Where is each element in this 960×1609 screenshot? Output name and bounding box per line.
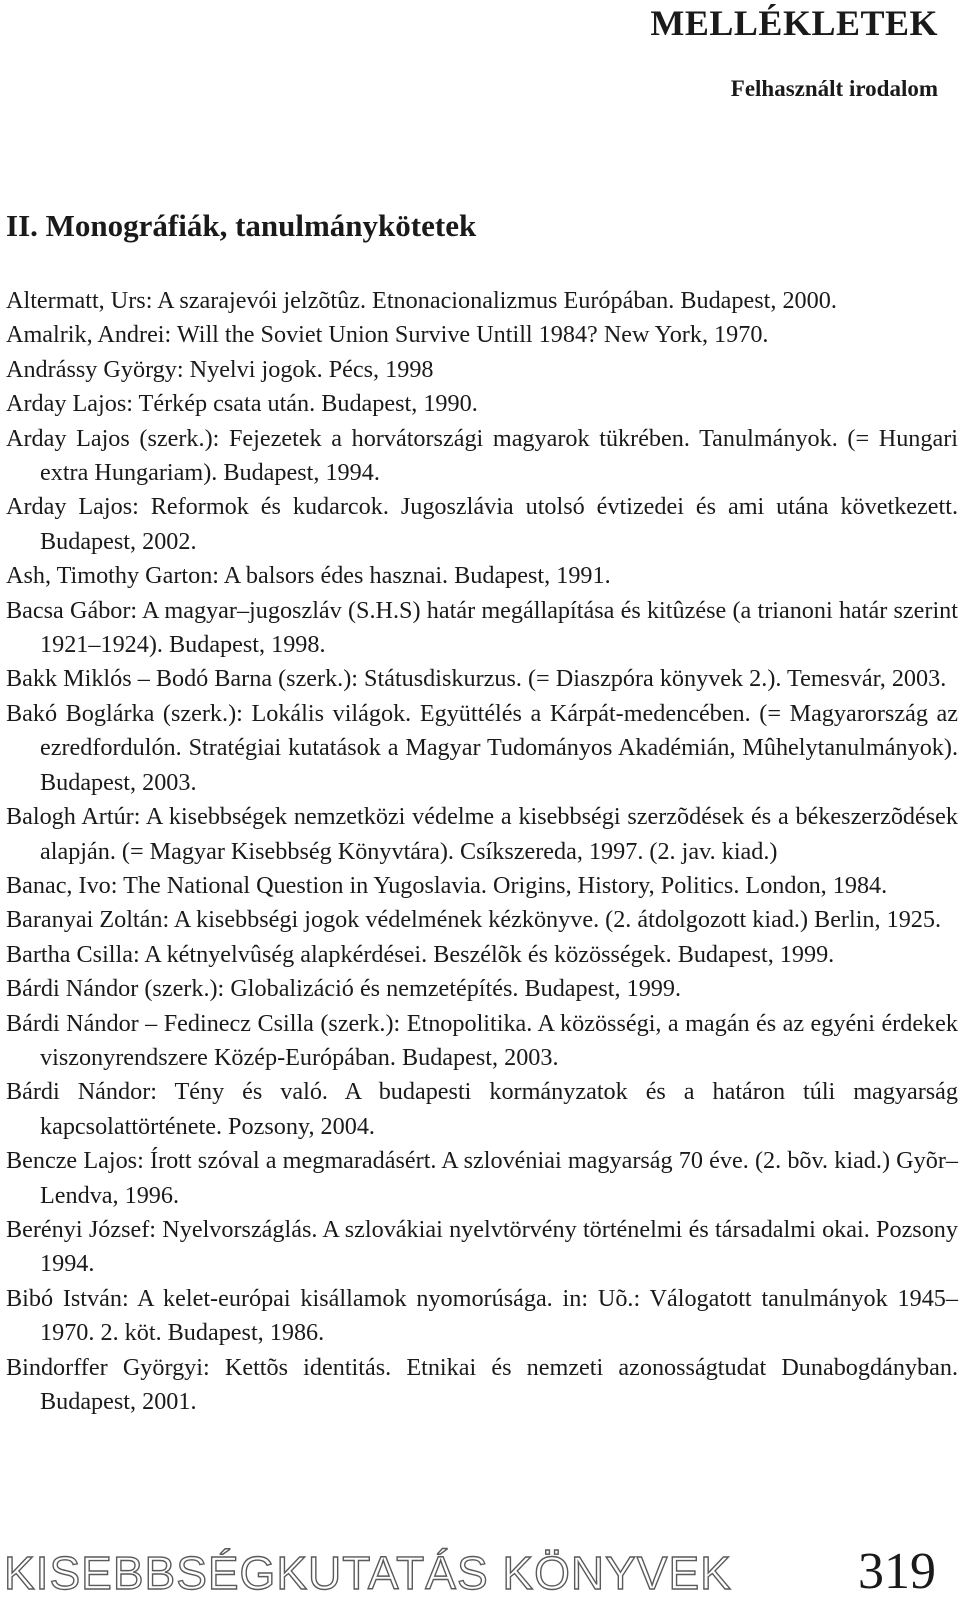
bibliography-entry: Ash, Timothy Garton: A balsors édes hasznai. Budapest, 1991.: [6, 562, 611, 590]
bibliography-entry: Bárdi Nándor: Tény és való. A budapesti kormányzatok és a határon túli magyarság kapcsolattörténete. Pozsony, 2004.: [6, 1078, 958, 1140]
page-number: 319: [858, 1543, 936, 1600]
bibliography-entry: Bartha Csilla: A kétnyelvûség alapkérdései. Beszélõk és közösségek. Budapest, 1999.: [6, 940, 835, 968]
running-subtitle: Felhasznált irodalom: [730, 76, 938, 101]
bibliography-entry: Bárdi Nándor (szerk.): Globalizáció és nemzetépítés. Budapest, 1999.: [6, 975, 682, 1003]
bibliography-entry: Baranyai Zoltán: A kisebbségi jogok védelmének kézkönyve. (2. átdolgozott kiad.) Berlin, 1925.: [6, 906, 942, 934]
section-heading: II. Monográfiák, tanulmánykötetek: [6, 208, 477, 243]
bibliography-entry: Banac, Ivo: The National Question in Yugoslavia. Origins, History, Politics. London, 1984.: [6, 871, 888, 899]
bibliography-entry: Arday Lajos: Reformok és kudarcok. Jugoszlávia utolsó évtizedei és ami utána következett. Budapest, 2002.: [6, 493, 958, 555]
bibliography-entry: Altermatt, Urs: A szarajevói jelzõtûz. Etnonacionalizmus Európában. Budapest, 2000.: [6, 287, 837, 314]
bibliography-entry: Bibó István: A kelet-európai kisállamok nyomorúsága. in: Uõ.: Válogatott tanulmányok 1945–1970. 2. köt. Budapest, 1986.: [6, 1284, 958, 1347]
bibliography-list: [6, 284, 958, 1419]
bibliography-entry: Berényi József: Nyelvországlás. A szlovákiai nyelvtörvény történelmi és társadalmi okai. Pozsony 1994.: [6, 1215, 958, 1278]
bibliography-entry: Bakó Boglárka (szerk.): Lokális világok. Együttélés a Kárpát-medencében. (= Magyarország az ezredfordulón. Stratégiai kutatások a Magyar Tudományos Akadémián, Mûhelytanulmányok). Budapest, 2003.: [6, 699, 958, 796]
bibliography-entry: Bakk Miklós – Bodó Barna (szerk.): Státusdiskurzus. (= Diaszpóra könyvek 2.). Temesvár, 2003.: [6, 665, 947, 693]
bibliography-entry: Arday Lajos: Térkép csata után. Budapest, 1990.: [6, 390, 478, 418]
bibliography-entry: Amalrik, Andrei: Will the Soviet Union Survive Untill 1984? New York, 1970.: [6, 321, 769, 349]
series-title: KISEBBSÉGKUTATÁS KÖNYVEK: [4, 1547, 732, 1599]
bibliography-entry: Bindorffer Györgyi: Kettõs identitás. Etnikai és nemzeti azonosságtudat Dunabogdányban. Budapest, 2001.: [6, 1353, 958, 1415]
bibliography-entry: Arday Lajos (szerk.): Fejezetek a horvátországi magyarok tükrében. Tanulmányok. (= Hungari extra Hungariam). Budapest, 1994.: [6, 424, 958, 487]
running-title: MELLÉKLETEK: [650, 3, 938, 43]
bibliography-entry: Bárdi Nándor – Fedinecz Csilla (szerk.): Etnopolitika. A közösségi, a magán és az egyéni érdekek viszonyrendszere Közép-Európában. Budapest, 2003.: [6, 1009, 958, 1071]
bibliography-entry: Bencze Lajos: Írott szóval a megmaradásért. A szlovéniai magyarság 70 éve. (2. bõv. kiad.) Gyõr–Lendva, 1996.: [6, 1147, 958, 1209]
bibliography-entry: Andrássy György: Nyelvi jogok. Pécs, 1998: [6, 355, 434, 383]
bibliography-entry: Bacsa Gábor: A magyar–jugoszláv (S.H.S) határ megállapítása és kitûzése (a trianoni határ szerint 1921–1924). Budapest, 1998.: [6, 596, 958, 659]
bibliography-entry: Balogh Artúr: A kisebbségek nemzetközi védelme a kisebbségi szerzõdések és a békeszerzõdések alapján. (= Magyar Kisebbség Könyvtára). Csíkszereda, 1997. (2. jav. kiad.): [6, 803, 958, 865]
